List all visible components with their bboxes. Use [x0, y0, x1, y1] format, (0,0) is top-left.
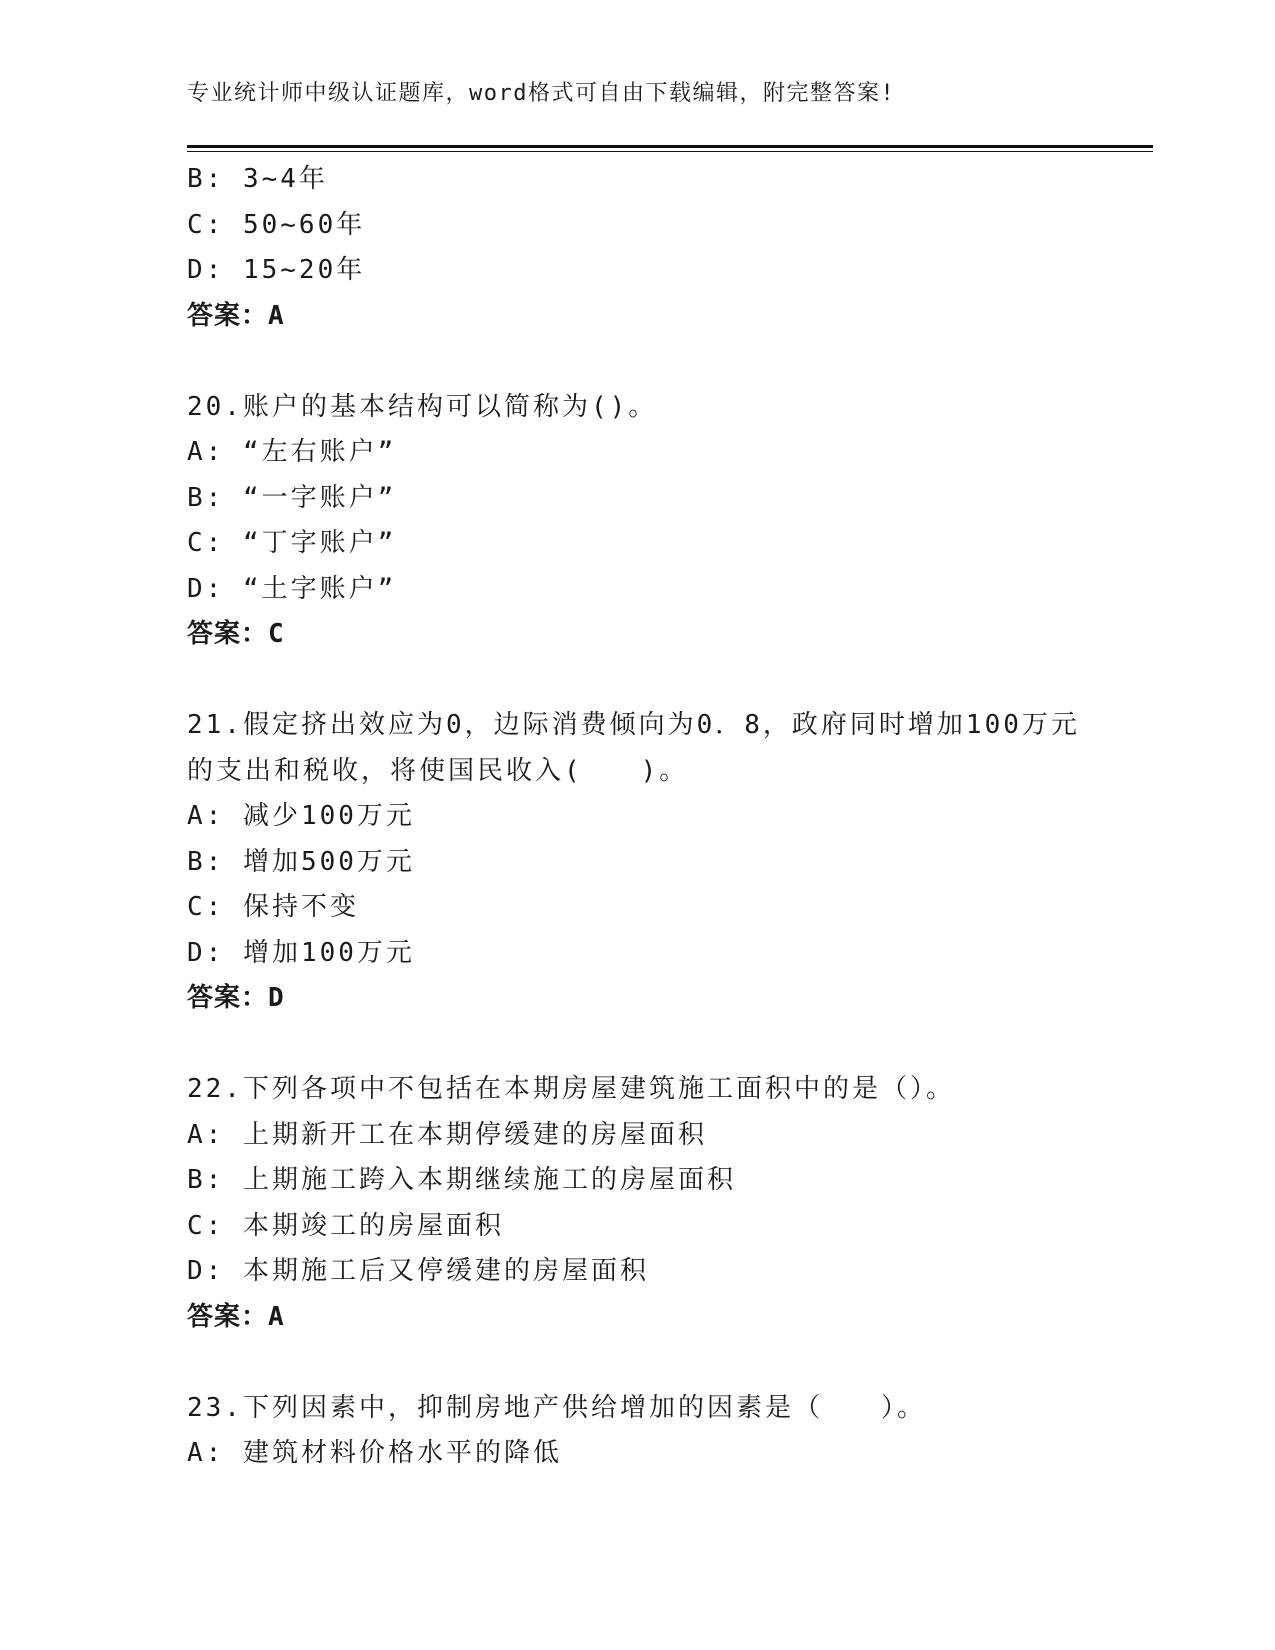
option-d: D: “土字账户”: [187, 573, 397, 604]
answer: 答案：A: [187, 300, 285, 331]
option-c: C: “丁字账户”: [187, 528, 397, 558]
option-c: C: 50~60年: [187, 209, 366, 240]
question-21: [187, 703, 1153, 1022]
option-a: A: 建筑材料价格水平的降低: [187, 1438, 562, 1468]
option-d: D: 15~20年: [187, 255, 366, 285]
answer: 答案：C: [187, 619, 285, 649]
page-header: 专业统计师中级认证题库，word格式可自由下载编辑，附完整答案!: [187, 81, 896, 106]
option-a: A: 减少100万元: [187, 801, 415, 831]
answer: 答案：D: [187, 983, 285, 1013]
question-content: [187, 157, 1153, 1477]
question-22: [187, 1067, 1153, 1340]
question-stem-line-1: 21.假定挤出效应为0，边际消费倾向为0．8，政府同时增加100万元: [187, 710, 1080, 740]
question-stem: 22.下列各项中不包括在本期房屋建筑施工面积中的是（）。: [187, 1074, 955, 1104]
question-20: [187, 385, 1153, 658]
option-b: B: 上期施工跨入本期继续施工的房屋面积: [187, 1165, 736, 1195]
question-stem: 23.下列因素中，抑制房地产供给增加的因素是（ ）。: [187, 1392, 926, 1423]
header-rule-thick: [187, 145, 1153, 148]
option-b: B: 3~4年: [187, 164, 328, 194]
option-a: A: “左右账户”: [187, 437, 397, 467]
option-b: B: 增加500万元: [187, 846, 415, 877]
answer: 答案：A: [187, 1301, 285, 1332]
option-c: C: 本期竣工的房屋面积: [187, 1210, 504, 1241]
question-stem: 20.账户的基本结构可以简称为()。: [187, 391, 658, 422]
option-d: D: 增加100万元: [187, 937, 415, 968]
header-rule-thin: [187, 151, 1153, 152]
question-23: [187, 1386, 1153, 1477]
option-c: C: 保持不变: [187, 892, 359, 922]
question-19-continued: [187, 157, 1153, 339]
option-b: B: “一字账户”: [187, 482, 397, 513]
question-stem-line-2: 的支出和税收，将使国民收入( )。: [187, 755, 689, 786]
option-a: A: 上期新开工在本期停缓建的房屋面积: [187, 1119, 707, 1150]
option-d: D: 本期施工后又停缓建的房屋面积: [187, 1256, 649, 1286]
